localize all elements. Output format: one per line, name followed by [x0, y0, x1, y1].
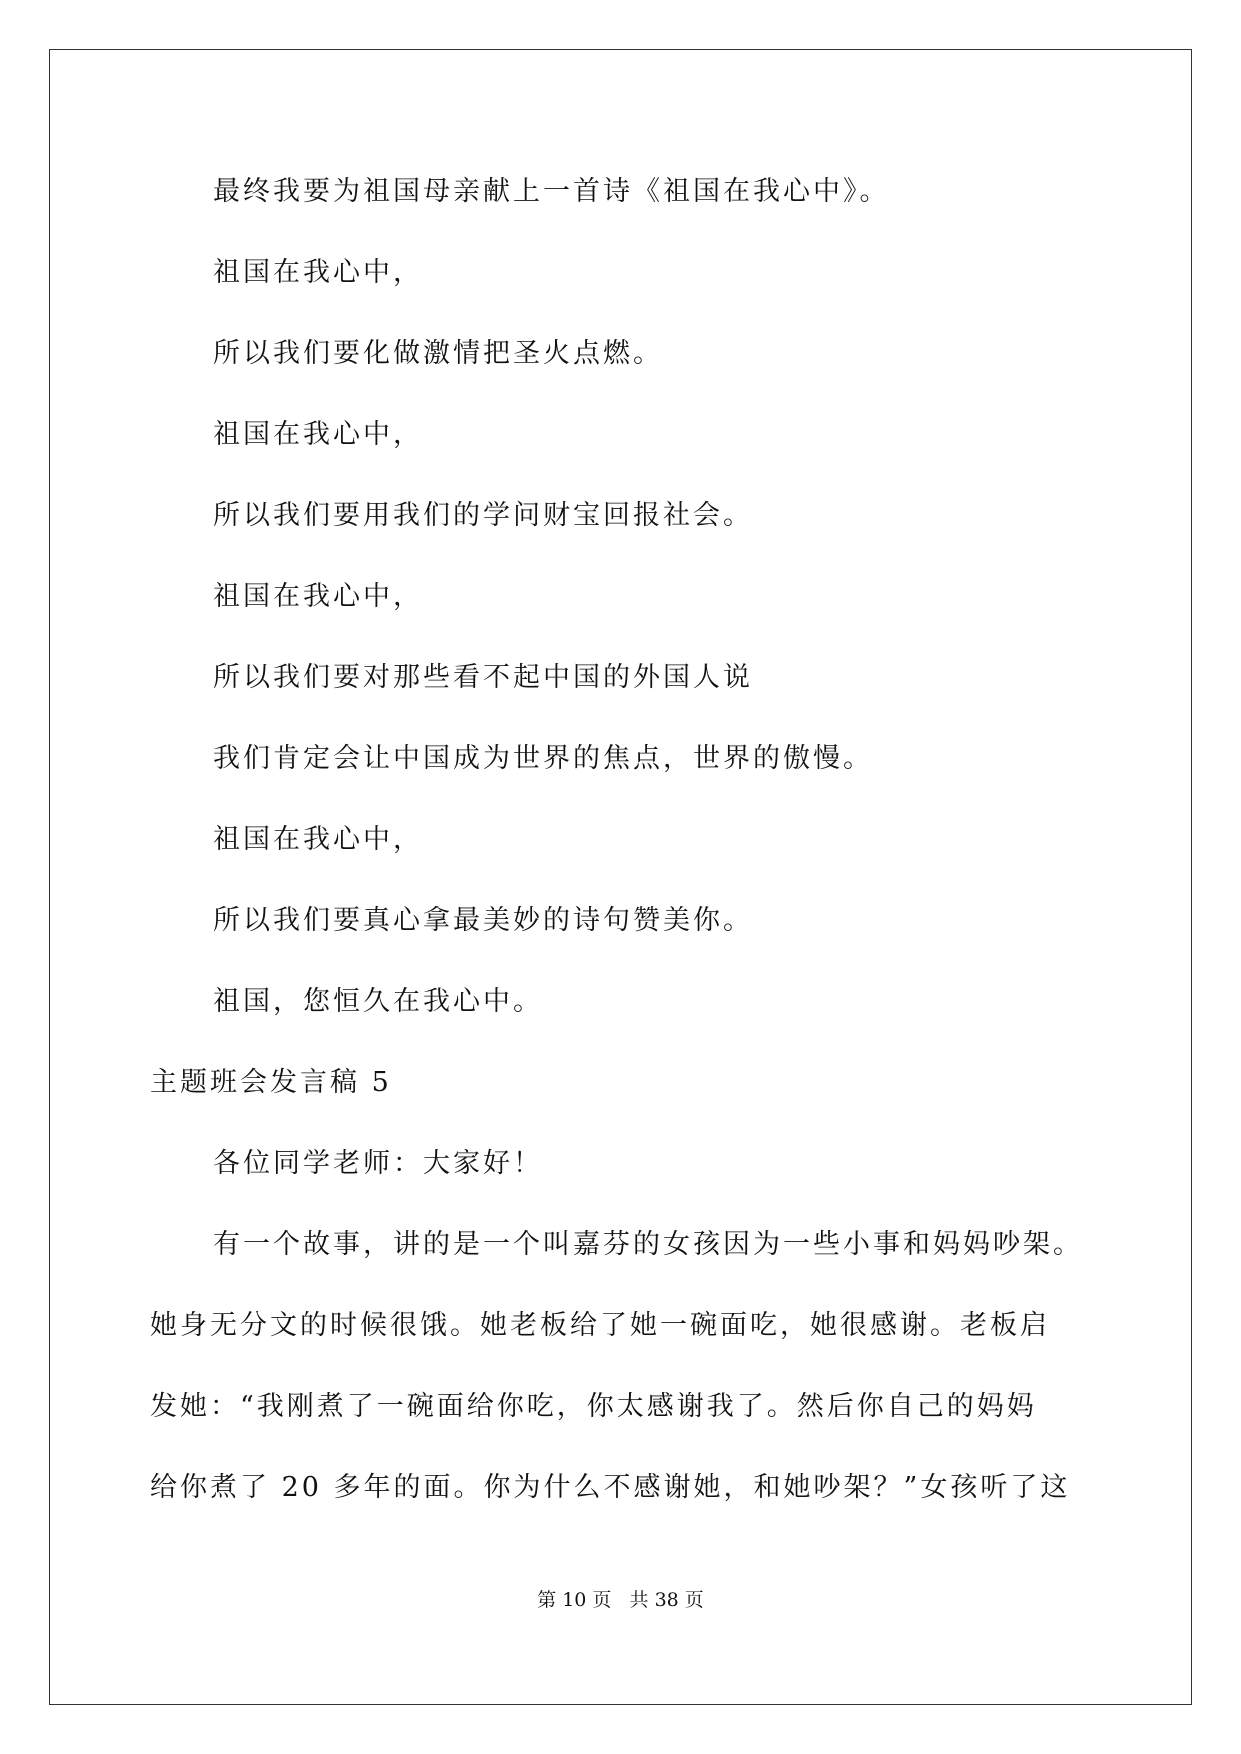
body-line: 所以我们要真心拿最美妙的诗句赞美你。 [213, 905, 753, 936]
body-line: 发她：“我刚煮了一碗面给你吃，你太感谢我了。然后你自己的妈妈 [150, 1391, 1037, 1422]
body-line: 有一个故事，讲的是一个叫嘉芬的女孩因为一些小事和妈妈吵架。 [213, 1229, 1083, 1260]
section-heading: 主题班会发言稿 5 [150, 1067, 392, 1098]
body-line: 最终我要为祖国母亲献上一首诗《祖国在我心中》。 [213, 176, 890, 207]
page-number-footer: 第 10 页 共 38 页 [537, 1589, 704, 1611]
body-line: 祖国在我心中， [213, 581, 423, 612]
body-line: 她身无分文的时候很饿。她老板给了她一碗面吃，她很感谢。老板启 [150, 1310, 1050, 1341]
body-line: 祖国在我心中， [213, 419, 423, 450]
page-frame [49, 49, 1192, 1705]
body-line: 给你煮了 20 多年的面。你为什么不感谢她，和她吵架？”女孩听了这 [150, 1472, 1071, 1503]
body-line: 各位同学老师：大家好！ [213, 1148, 543, 1179]
body-line: 祖国在我心中， [213, 257, 423, 288]
body-line: 祖国，您恒久在我心中。 [213, 986, 543, 1017]
body-line: 所以我们要对那些看不起中国的外国人说 [213, 662, 753, 693]
body-line: 祖国在我心中， [213, 824, 423, 855]
body-line: 所以我们要用我们的学问财宝回报社会。 [213, 500, 753, 531]
body-line: 我们肯定会让中国成为世界的焦点，世界的傲慢。 [213, 743, 873, 774]
body-line: 所以我们要化做激情把圣火点燃。 [213, 338, 663, 369]
